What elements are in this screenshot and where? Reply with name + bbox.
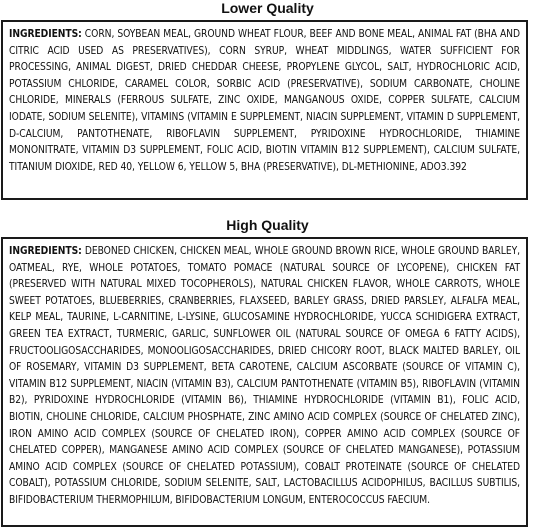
ingredients-lead-label: INGREDIENTS: bbox=[9, 246, 82, 257]
lower-quality-title: Lower Quality bbox=[221, 0, 314, 16]
high-quality-ingredients-panel bbox=[1, 237, 528, 527]
lower-quality-ingredients-panel bbox=[1, 20, 528, 200]
high-quality-title: High Quality bbox=[226, 217, 309, 233]
high-quality-ingredients-text: DEBONED CHICKEN, CHICKEN MEAL, WHOLE GROUND BROWN RICE, WHOLE GROUND BARLEY, OATMEAL, RYE, WHOLE POTATOES, TOMATO POMACE (NATURAL SOURCE OF LYCOPENE), CHICKEN FAT (PRESERVED WITH NATURAL MIXED TOCOPHEROLS), NATURAL CHICKEN FLAVOR, WHOLE CARROTS, WHOLE SWEET POTATOES, BLUEBERRIES, CRANBERRIES, FLAXSEED, BARLEY GRASS, DRIED PARSLEY, ALFALFA MEAL, KELP MEAL, TAURINE, L-CARNITINE, L-LYSINE, GLUCOSAMINE HYDROCHLORIDE, YUCCA SCHIDIGERA EXTRACT, GREEN TEA EXTRACT, TURMERIC, GARLIC, SUNFLOWER OIL (NATURAL SOURCE OF OMEGA 6 FATTY ACIDS), FRUCTOOLIGOSACCHARIDES, MONOOLIGOSACCHARIDES, DRIED CHICORY ROOT, BLACK MALTED BARLEY, OIL OF ROSEMARY, VITAMIN D3 SUPPLEMENT, BETA CAROTENE, CALCIUM ASCORBATE (SOURCE OF VITAMIN C), VITAMIN B12 SUPPLEMENT, NIACIN (VITAMIN B3), CALCIUM PANTOTHENATE (VITAMIN B5), RIBOFLAVIN (VITAMIN B2), PYRIDOXINE HYDROCHLORIDE (VITAMIN B6), THIAMINE HYDROCHLORIDE (VITAMIN B1), FOLIC ACID, BIOTIN, CHOLINE CHLORIDE, CALCIUM PHOSPHATE, ZINC AMINO ACID COMPLEX (SOURCE OF CHELATED ZINC), IRON AMINO ACID COMPLEX (SOURCE OF CHELATED IRON), COPPER AMINO ACID COMPLEX (SOURCE OF CHELATED COPPER), MANGANESE AMINO ACID COMPLEX (SOURCE OF CHELATED MANGANESE), POTASSIUM AMINO ACID COMPLEX (SOURCE OF CHELATED POTASSIUM), COBALT PROTEINATE (SOURCE OF CHELATED COBALT), POTASSIUM CHLORIDE, SODIUM SELENITE, SALT, LACTOBACILLUS ACIDOPHILUS, BACILLUS SUBTILIS, BIFIDOBACTERIUM THERMOPHILUM, BIFIDOBACTERIUM LONGUM, ENTEROCOCCUS FAECIUM. bbox=[9, 246, 520, 506]
ingredients-lead-label: INGREDIENTS: bbox=[9, 29, 82, 40]
lower-quality-ingredients-text: CORN, SOYBEAN MEAL, GROUND WHEAT FLOUR, BEEF AND BONE MEAL, ANIMAL FAT (BHA AND CITRIC ACID USED AS PRESERVATIVES), CORN SYRUP, WHEAT MIDDLINGS, WATER SUFFICIENT FOR PROCESSING, ANIMAL DIGEST, DRIED CHEDDAR CHEESE, PROPYLENE GLYCOL, SALT, HYDROCHLORIC ACID, POTASSIUM CHLORIDE, CARAMEL COLOR, SORBIC ACID (PRESERVATIVE), SODIUM CARBONATE, CHOLINE CHLORIDE, MINERALS (FERROUS SULFATE, ZINC OXIDE, MANGANOUS OXIDE, COPPER SULFATE, CALCIUM IODATE, SODIUM SELENITE), VITAMINS (VITAMIN E SUPPLEMENT, NIACIN SUPPLEMENT, VITAMIN D SUPPLEMENT, D-CALCIUM, PANTOTHENATE, RIBOFLAVIN SUPPLEMENT, PYRIDOXINE HYDROCHLORIDE, THIAMINE MONONITRATE, VITAMIN D3 SUPPLEMENT, FOLIC ACID, BIOTIN VITAMIN B12 SUPPLEMENT), CALCIUM SULFATE, TITANIUM DIOXIDE, RED 40, YELLOW 6, YELLOW 5, BHA (PRESERVATIVE), DL-METHIONINE, ADO3.392 bbox=[9, 29, 520, 173]
